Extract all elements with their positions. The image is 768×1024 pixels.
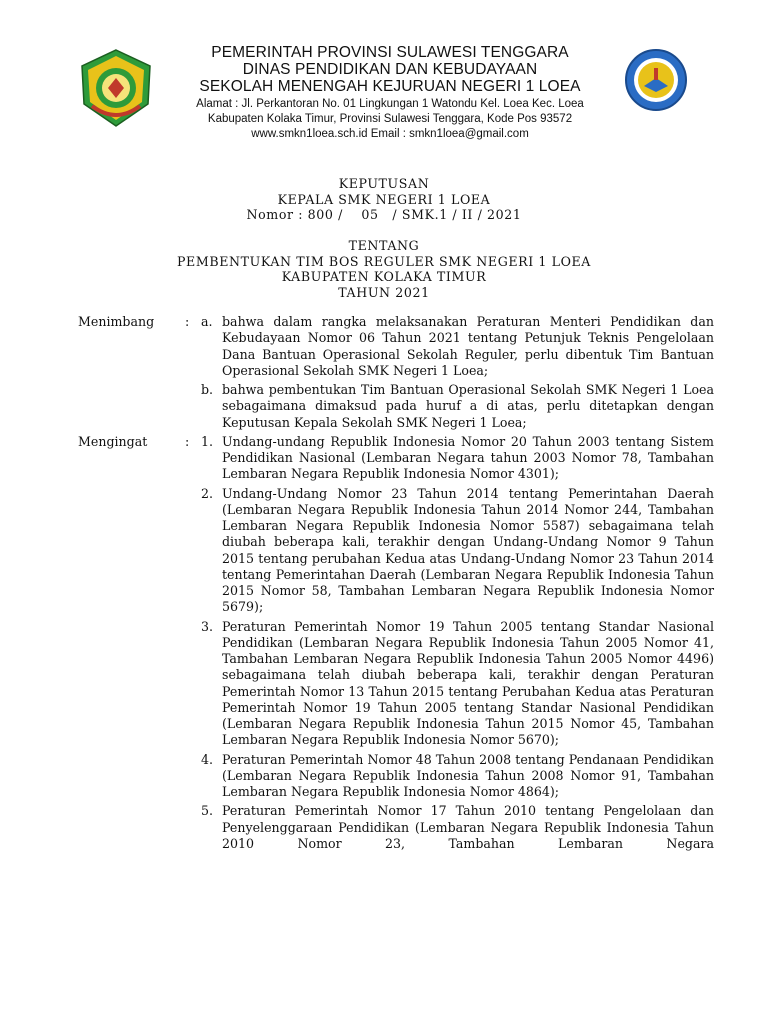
subject-line-2: KABUPATEN KOLAKA TIMUR: [281, 269, 487, 285]
item-text: Undang-Undang Nomor 23 Tahun 2014 tentang Pemerintahan Daerah (Lembaran Negara Republik Indonesia Tahun 2014 Nomor 244, Tambahan Lembaran Negara Republik Indonesia Nomor 5587) sebagaimana telah diubah beberapa kali, terakhir dengan Undang-Undang Nomor 9 Tahun 2015 tentang perubahan Kedua atas Undang-Undang Nomor 23 Tahun 2014 tentang Pemerintahan Daerah (Lembaran Negara Republik Indonesia Tahun 2015 Nomor 58, Tambahan Lembaran Negara Republik Indonesia Nomor 5679);: [222, 485, 714, 615]
mengingat-item: [0, 486, 768, 616]
decree-issuer: KEPALA SMK NEGERI 1 LOEA: [277, 191, 491, 207]
address-line-1: Alamat : Jl. Perkantoran No. 01 Lingkungan 1 Watondu Kel. Loea Kec. Loea: [196, 98, 584, 110]
school-logo-icon: [624, 48, 688, 112]
letterhead-text: [160, 44, 620, 142]
letterhead: [0, 40, 768, 140]
province-emblem-icon: [78, 48, 154, 128]
item-text: Peraturan Pemerintah Nomor 17 Tahun 2010 tentang Pengelolaan dan Penyelenggaraan Pendidikan (Lembaran Negara Republik Indonesia Tahun 2010 Nomor 23, Tambahan Lembaran Negara: [222, 803, 714, 851]
menimbang-colon: :: [185, 314, 190, 329]
subject-year: TAHUN 2021: [338, 284, 430, 300]
item-text: Peraturan Pemerintah Nomor 19 Tahun 2005 tentang Standar Nasional Pendidikan (Lembaran Negara Republik Indonesia Tahun 2005 Nomor 41, Tambahan Lembaran Negara Republik Indonesia Tahun 2005 Nomor 4496) sebagaimana telah diubah beberapa kali, terakhir dengan Peraturan Pemerintah Nomor 13 Tahun 2015 tentang Perubahan Kedua atas Peraturan Pemerintah Nomor 19 Tahun 2005 tentang Standar Nasional Pendidikan (Lembaran Negara Republik Indonesia Tahun 2015 Nomor 45, Tambahan Lembaran Negara Republik Indonesia Nomor 5670);: [222, 618, 714, 748]
menimbang-item: [0, 314, 768, 379]
decree-title: [0, 176, 768, 223]
decree-body: [0, 314, 768, 852]
subject-heading: TENTANG: [348, 238, 420, 253]
item-text: Undang-undang Republik Indonesia Nomor 20 Tahun 2003 tentang Sistem Pendidikan Nasional (Lembaran Negara tahun 2003 Nomor 78, Tambahan Lembaran Negara Republik Indonesia Nomor 4301);: [222, 433, 714, 482]
item-marker: 3.: [201, 618, 214, 634]
department-name: DINAS PENDIDIKAN DAN KEBUDAYAAN: [242, 61, 538, 78]
menimbang-label: Menimbang: [78, 314, 155, 329]
item-marker: 4.: [201, 751, 214, 767]
item-marker: 5.: [201, 803, 214, 819]
address-line-2: Kabupaten Kolaka Timur, Provinsi Sulawesi Tenggara, Kode Pos 93572: [207, 113, 573, 125]
decree-number: Nomor : 800 / 05 / SMK.1 / II / 2021: [246, 207, 522, 223]
item-text: bahwa pembentukan Tim Bantuan Operasional Sekolah SMK Negeri 1 Loea sebagaimana dimaksud pada huruf a di atas, perlu ditetapkan dengan Keputusan Kepala Sekolah SMK Negeri 1 Loea;: [222, 382, 714, 430]
item-text: bahwa dalam rangka melaksanakan Peraturan Menteri Pendidikan dan Kebudayaan Nomor 06 Tahun 2021 tentang Petunjuk Teknis Pengelolaan Dana Bantuan Operasional Sekolah Reguler, perlu dibentuk Tim Bantuan Operasional Sekolah SMK Negeri 1 Loea;: [222, 314, 714, 378]
mengingat-colon: :: [185, 433, 190, 449]
mengingat-item: [0, 619, 768, 749]
school-name: SEKOLAH MENENGAH KEJURUAN NEGERI 1 LOEA: [199, 78, 581, 95]
decree-subject: [0, 238, 768, 300]
website-email: www.smkn1loea.sch.id Email : smkn1loea@gmail.com: [251, 128, 529, 140]
decree-heading: KEPUTUSAN: [338, 176, 430, 191]
mengingat-label: Mengingat: [78, 433, 148, 449]
government-name: PEMERINTAH PROVINSI SULAWESI TENGGARA: [211, 44, 569, 61]
mengingat-item: [0, 434, 768, 483]
item-marker: a.: [201, 314, 213, 329]
mengingat-item: [0, 803, 768, 852]
menimbang-item: [0, 382, 768, 431]
mengingat-item: [0, 752, 768, 801]
item-marker: 1.: [201, 433, 214, 449]
item-marker: 2.: [201, 485, 214, 501]
item-text: Peraturan Pemerintah Nomor 48 Tahun 2008 tentang Pendanaan Pendidikan (Lembaran Negara Republik Indonesia Tahun 2008 Nomor 91, Tambahan Lembaran Negara Republik Indonesia Nomor 4864);: [222, 751, 714, 799]
item-marker: b.: [201, 382, 214, 397]
subject-line-1: PEMBENTUKAN TIM BOS REGULER SMK NEGERI 1 LOEA: [176, 253, 592, 269]
